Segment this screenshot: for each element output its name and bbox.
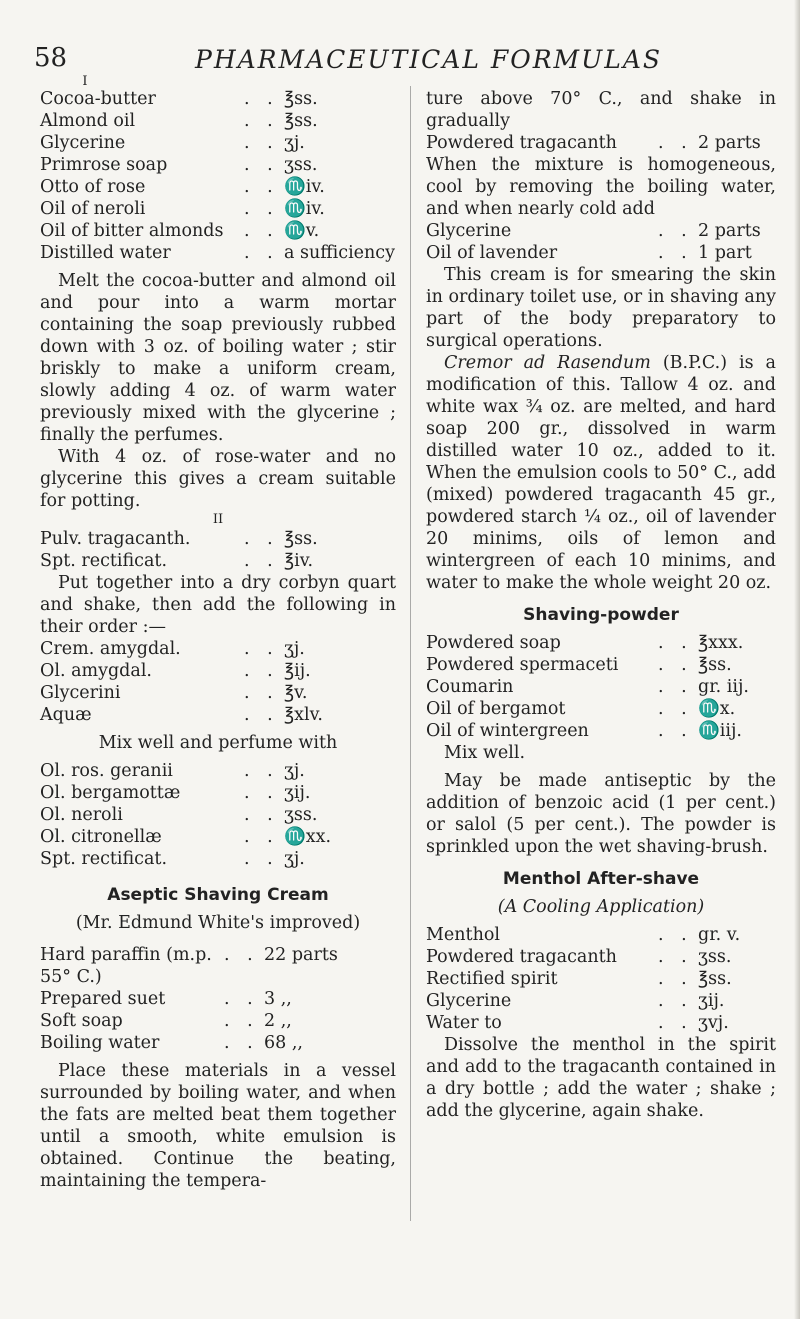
- paragraph: With 4 oz. of rose-water and no glycerine this gives a cream suitable for potting.: [40, 447, 396, 511]
- leader-dots: . .: [244, 89, 279, 109]
- ingredient-quantity: ℥ij.: [284, 661, 311, 681]
- section-heading: Shaving-powder: [523, 605, 679, 625]
- ingredient-quantity: ♏x.: [698, 699, 736, 719]
- ingredient-row: [40, 826, 396, 848]
- ingredient-row: [40, 804, 396, 826]
- ingredient-row: [426, 946, 776, 968]
- ingredient-name: Powdered tragacanth: [426, 133, 617, 153]
- ingredient-name: Powdered tragacanth: [426, 947, 617, 967]
- ingredient-row: [426, 968, 776, 990]
- ingredient-list: [426, 132, 776, 154]
- ingredient-row: [40, 704, 396, 726]
- ingredient-name: Otto of rose: [40, 177, 146, 197]
- paragraph: When the mixture is homogeneous, cool by removing the boiling water, and when nearly cold add: [426, 155, 776, 219]
- ingredient-quantity: ℥ss.: [284, 111, 318, 131]
- ingredient-quantity: ʒss.: [284, 805, 318, 825]
- leader-dots: . .: [658, 947, 693, 967]
- ingredient-row: [426, 242, 776, 264]
- mix-instruction: Mix well and perfume with: [98, 733, 338, 753]
- ingredient-quantity: ♏v.: [284, 221, 320, 241]
- ingredient-row: [426, 990, 776, 1012]
- leader-dots: . .: [658, 699, 693, 719]
- ingredient-name: Almond oil: [40, 111, 136, 131]
- ingredient-quantity: ʒss.: [284, 155, 318, 175]
- ingredient-row: [426, 720, 776, 742]
- ingredient-list: [40, 528, 396, 572]
- ingredient-row: [40, 848, 396, 870]
- ingredient-quantity: ℥xxx.: [698, 633, 744, 653]
- ingredient-row: [40, 242, 396, 264]
- section-subheading: (Mr. Edmund White's improved): [75, 913, 361, 933]
- leader-dots: . .: [658, 721, 693, 741]
- leader-dots: . .: [244, 199, 279, 219]
- ingredient-list: [426, 220, 776, 264]
- ingredient-name: Prepared suet: [40, 989, 166, 1009]
- mix-instruction: Mix well.: [444, 743, 526, 763]
- ingredient-row: [40, 198, 396, 220]
- leader-dots: . .: [244, 155, 279, 175]
- formula-number: II: [212, 512, 224, 527]
- ingredient-quantity: ʒss.: [698, 947, 732, 967]
- ingredient-list: [40, 944, 396, 1054]
- ingredient-name: Oil of wintergreen: [426, 721, 589, 741]
- ingredient-quantity: ℥ss.: [698, 969, 732, 989]
- ingredient-name: Glycerine: [40, 133, 126, 153]
- paragraph: Dissolve the menthol in the spirit and add to the tragacanth contained in a dry bottle ; add the water ; shake ; add the glycerine, again shake.: [426, 1035, 776, 1121]
- right-column: [426, 88, 776, 1122]
- ingredient-quantity: ʒj.: [284, 761, 305, 781]
- ingredient-quantity: ♏iij.: [698, 721, 742, 741]
- ingredient-row: [40, 176, 396, 198]
- leader-dots: . .: [244, 705, 279, 725]
- ingredient-row: [426, 924, 776, 946]
- leader-dots: . .: [244, 551, 279, 571]
- ingredient-name: Ol. bergamottæ: [40, 783, 181, 803]
- ingredient-row: [40, 660, 396, 682]
- leader-dots: . .: [658, 655, 693, 675]
- leader-dots: . .: [658, 133, 693, 153]
- ingredient-name: Primrose soap: [40, 155, 168, 175]
- paragraph: This cream is for smearing the skin in ordinary toilet use, or in shaving any part of the body preparatory to surgical operations.: [426, 265, 776, 351]
- leader-dots: . .: [244, 761, 279, 781]
- leader-dots: . .: [244, 827, 279, 847]
- ingredient-quantity: 2 ,,: [264, 1011, 292, 1031]
- ingredient-row: [40, 988, 396, 1010]
- ingredient-row: [40, 550, 396, 572]
- ingredient-name: Oil of bitter almonds: [40, 221, 224, 241]
- ingredient-name: Spt. rectificat.: [40, 551, 168, 571]
- leader-dots: . .: [658, 633, 693, 653]
- ingredient-row: [426, 632, 776, 654]
- paragraph: May be made antiseptic by the addition of benzoic acid (1 per cent.) or salol (5 per cent.). The powder is sprinkled upon the wet shaving-brush.: [426, 771, 776, 857]
- formula-number: I: [82, 74, 88, 89]
- leader-dots: . .: [224, 945, 259, 965]
- ingredient-quantity: 68 ,,: [264, 1033, 303, 1053]
- ingredient-quantity: ℥ss.: [698, 655, 732, 675]
- paragraph: Place these materials in a vessel surrounded by boiling water, and when the fats are melted beat them together until a smooth, white emulsion is obtained. Continue the beating, maintaining the tempera-: [40, 1061, 396, 1191]
- leader-dots: . .: [244, 805, 279, 825]
- ingredient-quantity: ʒij.: [284, 783, 311, 803]
- ingredient-quantity: 3 ,,: [264, 989, 292, 1009]
- ingredient-name: Aquæ: [40, 705, 92, 725]
- ingredient-row: [426, 654, 776, 676]
- ingredient-row: [40, 1010, 396, 1032]
- ingredient-row: [426, 132, 776, 154]
- section-heading: Aseptic Shaving Cream: [107, 885, 329, 905]
- ingredient-name: Pulv. tragacanth.: [40, 529, 191, 549]
- leader-dots: . .: [244, 111, 279, 131]
- ingredient-quantity: ʒj.: [284, 133, 305, 153]
- ingredient-quantity: 1 part: [698, 243, 752, 263]
- ingredient-name: Distilled water: [40, 243, 171, 263]
- ingredient-name: Glycerine: [426, 991, 512, 1011]
- ingredient-row: [40, 154, 396, 176]
- leader-dots: . .: [658, 221, 693, 241]
- ingredient-quantity: ʒvj.: [698, 1013, 729, 1033]
- ingredient-name: Glycerini: [40, 683, 121, 703]
- ingredient-name: Crem. amygdal.: [40, 639, 181, 659]
- paragraph: ture above 70° C., and shake in gradually: [426, 89, 776, 131]
- leader-dots: . .: [658, 1013, 693, 1033]
- ingredient-row: [40, 528, 396, 550]
- ingredient-name: Glycerine: [426, 221, 512, 241]
- ingredient-quantity: a sufficiency: [284, 243, 395, 263]
- leader-dots: . .: [244, 783, 279, 803]
- ingredient-name: Hard paraffin (m.p. 55° C.): [40, 945, 212, 987]
- leader-dots: . .: [658, 991, 693, 1011]
- leader-dots: . .: [244, 849, 279, 869]
- ingredient-quantity: ℥ss.: [284, 89, 318, 109]
- running-head: PHARMACEUTICAL FORMULAS: [195, 45, 662, 74]
- ingredient-row: [40, 132, 396, 154]
- paragraph: Cremor ad Rasendum (B.P.C.) is a modification of this. Tallow 4 oz. and white wax ¾ oz. are melted, and hard soap 200 gr., dissolved in warm distilled water 10 oz., added to it. When the emulsion cools to 50° C., add (mixed) powdered tragacanth 45 gr., powdered starch ¼ oz., oil of lavender 20 minims, oils of lemon and wintergreen of each 10 minims, and water to make the whole weight 20 oz.: [426, 353, 776, 593]
- ingredient-row: [40, 638, 396, 660]
- ingredient-quantity: ♏iv.: [284, 177, 325, 197]
- leader-dots: . .: [224, 989, 259, 1009]
- paragraph: Put together into a dry corbyn quart and shake, then add the following in their order :—: [40, 573, 396, 637]
- leader-dots: . .: [244, 221, 279, 241]
- ingredient-name: Oil of lavender: [426, 243, 558, 263]
- ingredient-name: Ol. citronellæ: [40, 827, 162, 847]
- ingredient-row: [40, 220, 396, 242]
- ingredient-row: [40, 682, 396, 704]
- section-subheading: (A Cooling Application): [497, 897, 705, 917]
- ingredient-quantity: 2 parts: [698, 221, 761, 241]
- section-heading: Menthol After-shave: [502, 869, 700, 889]
- ingredient-name: Soft soap: [40, 1011, 123, 1031]
- leader-dots: . .: [224, 1011, 259, 1031]
- ingredient-name: Coumarin: [426, 677, 514, 697]
- ingredient-name: Cocoa-butter: [40, 89, 156, 109]
- ingredient-quantity: ℥iv.: [284, 551, 314, 571]
- ingredient-row: [40, 88, 396, 110]
- ingredient-quantity: ʒij.: [698, 991, 725, 1011]
- ingredient-quantity: 22 parts: [264, 945, 338, 965]
- ingredient-row: [426, 698, 776, 720]
- leader-dots: . .: [244, 529, 279, 549]
- ingredient-row: [426, 676, 776, 698]
- ingredient-name: Powdered spermaceti: [426, 655, 619, 675]
- leader-dots: . .: [244, 177, 279, 197]
- ingredient-quantity: gr. iij.: [698, 677, 749, 697]
- ingredient-name: Oil of neroli: [40, 199, 146, 219]
- ingredient-name: Menthol: [426, 925, 500, 945]
- ingredient-row: [426, 1012, 776, 1034]
- leader-dots: . .: [244, 639, 279, 659]
- ingredient-list: [40, 760, 396, 870]
- leader-dots: . .: [244, 661, 279, 681]
- paragraph: Melt the cocoa-butter and almond oil and pour into a warm mortar containing the soap previously rubbed down with 3 oz. of boiling water ; stir briskly to make a uniform cream, slowly adding 4 oz. of warm water previously mixed with the glycerine ; finally the perfumes.: [40, 271, 396, 445]
- ingredient-quantity: ℥ss.: [284, 529, 318, 549]
- ingredient-list: [40, 638, 396, 726]
- ingredient-row: [40, 944, 396, 988]
- leader-dots: . .: [244, 243, 279, 263]
- ingredient-name: Ol. neroli: [40, 805, 123, 825]
- ingredient-quantity: 2 parts: [698, 133, 761, 153]
- ingredient-row: [40, 1032, 396, 1054]
- ingredient-name: Boiling water: [40, 1033, 160, 1053]
- ingredient-quantity: ♏xx.: [284, 827, 332, 847]
- page-number: 58: [34, 43, 68, 73]
- italic-term: Cremor ad Rasendum: [444, 353, 651, 373]
- ingredient-quantity: ℥v.: [284, 683, 308, 703]
- ingredient-list: [40, 88, 396, 264]
- ingredient-quantity: ʒj.: [284, 639, 305, 659]
- leader-dots: . .: [658, 925, 693, 945]
- ingredient-row: [40, 110, 396, 132]
- ingredient-name: Powdered soap: [426, 633, 561, 653]
- ingredient-row: [40, 782, 396, 804]
- page-edge-shadow: [794, 0, 800, 1319]
- ingredient-row: [40, 760, 396, 782]
- ingredient-name: Oil of bergamot: [426, 699, 566, 719]
- ingredient-name: Rectified spirit: [426, 969, 558, 989]
- ingredient-name: Water to: [426, 1013, 502, 1033]
- ingredient-quantity: ℥xlv.: [284, 705, 323, 725]
- ingredient-list: [426, 632, 776, 742]
- leader-dots: . .: [224, 1033, 259, 1053]
- ingredient-name: Ol. ros. geranii: [40, 761, 173, 781]
- leader-dots: . .: [244, 133, 279, 153]
- leader-dots: . .: [658, 969, 693, 989]
- ingredient-name: Spt. rectificat.: [40, 849, 168, 869]
- ingredient-quantity: ʒj.: [284, 849, 305, 869]
- ingredient-list: [426, 924, 776, 1034]
- leader-dots: . .: [658, 243, 693, 263]
- ingredient-name: Ol. amygdal.: [40, 661, 152, 681]
- leader-dots: . .: [244, 683, 279, 703]
- ingredient-row: [426, 220, 776, 242]
- column-divider: [410, 86, 411, 1221]
- ingredient-quantity: ♏iv.: [284, 199, 325, 219]
- left-column: [40, 74, 396, 1192]
- ingredient-quantity: gr. v.: [698, 925, 741, 945]
- leader-dots: . .: [658, 677, 693, 697]
